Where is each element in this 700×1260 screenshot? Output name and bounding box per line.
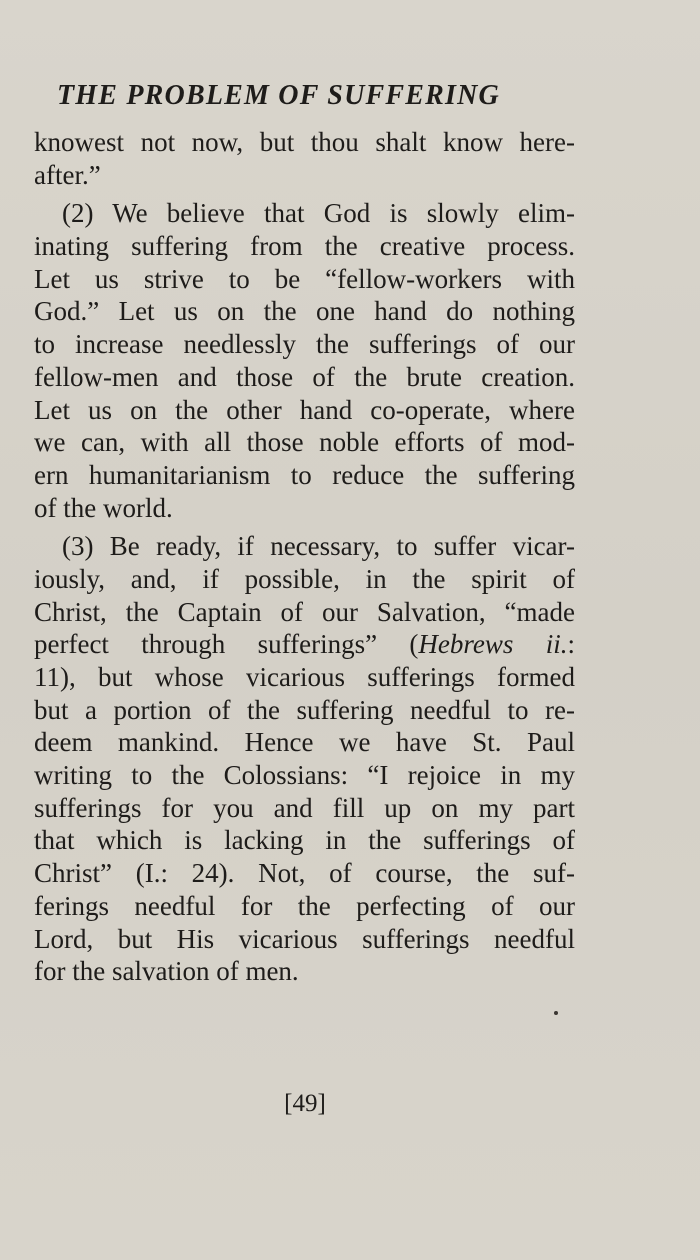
text-line: iously, and, if possible, in the spirit of — [34, 563, 575, 594]
text-line: God.” Let us on the one hand do nothing — [34, 296, 575, 327]
text-line: inating suffering from the creative process. — [34, 231, 575, 262]
text-line: deem mankind. Hence we have St. Paul — [34, 727, 575, 758]
scripture-citation: Hebrews ii. — [418, 629, 568, 660]
text-line: writing to the Colossians: “I rejoice in my — [34, 760, 575, 791]
text-line: ferings needful for the perfecting of our — [34, 890, 575, 921]
text-segment: perfect through sufferings” ( — [34, 629, 419, 660]
page-number: [49] — [284, 1090, 326, 1117]
text-line: fellow-men and those of the brute creation. — [34, 361, 575, 392]
paragraph-3 — [34, 530, 575, 988]
text-line: knowest not now, but thou shalt know here- — [34, 127, 575, 157]
text-segment: : — [567, 629, 575, 660]
text-line: Let us strive to be “fellow-workers with — [34, 263, 575, 294]
text-line-with-citation — [34, 628, 575, 661]
text-line: sufferings for you and fill up on my part — [34, 792, 575, 823]
paragraph-2 — [34, 197, 575, 524]
ink-speck — [554, 1011, 558, 1015]
text-line: to increase needlessly the sufferings of our — [34, 329, 575, 360]
text-line: we can, with all those noble efforts of mod- — [34, 427, 575, 458]
text-line: (2) We believe that God is slowly elim- — [62, 198, 575, 229]
text-line: 11), but whose vicarious sufferings formed — [34, 662, 575, 692]
text-line: that which is lacking in the sufferings of — [34, 825, 575, 856]
text-line: Let us on the other hand co-operate, where — [34, 394, 575, 425]
text-line: Christ” (I.: 24). Not, of course, the suf- — [34, 858, 575, 889]
text-line: ern humanitarianism to reduce the suffering — [34, 459, 575, 490]
paragraph-continuation — [34, 126, 575, 191]
text-line: Lord, but His vicarious sufferings needful — [34, 923, 575, 954]
text-line: of the world. — [34, 492, 173, 523]
text-line: after.” — [34, 159, 101, 190]
text-line: but a portion of the suffering needful to re- — [34, 694, 575, 725]
body-text — [34, 126, 575, 988]
text-line: (3) Be ready, if necessary, to suffer vicar- — [62, 531, 575, 562]
text-line: for the salvation of men. — [34, 956, 299, 987]
text-line: Christ, the Captain of our Salvation, “made — [34, 596, 575, 627]
running-head: THE PROBLEM OF SUFFERING — [57, 80, 500, 111]
